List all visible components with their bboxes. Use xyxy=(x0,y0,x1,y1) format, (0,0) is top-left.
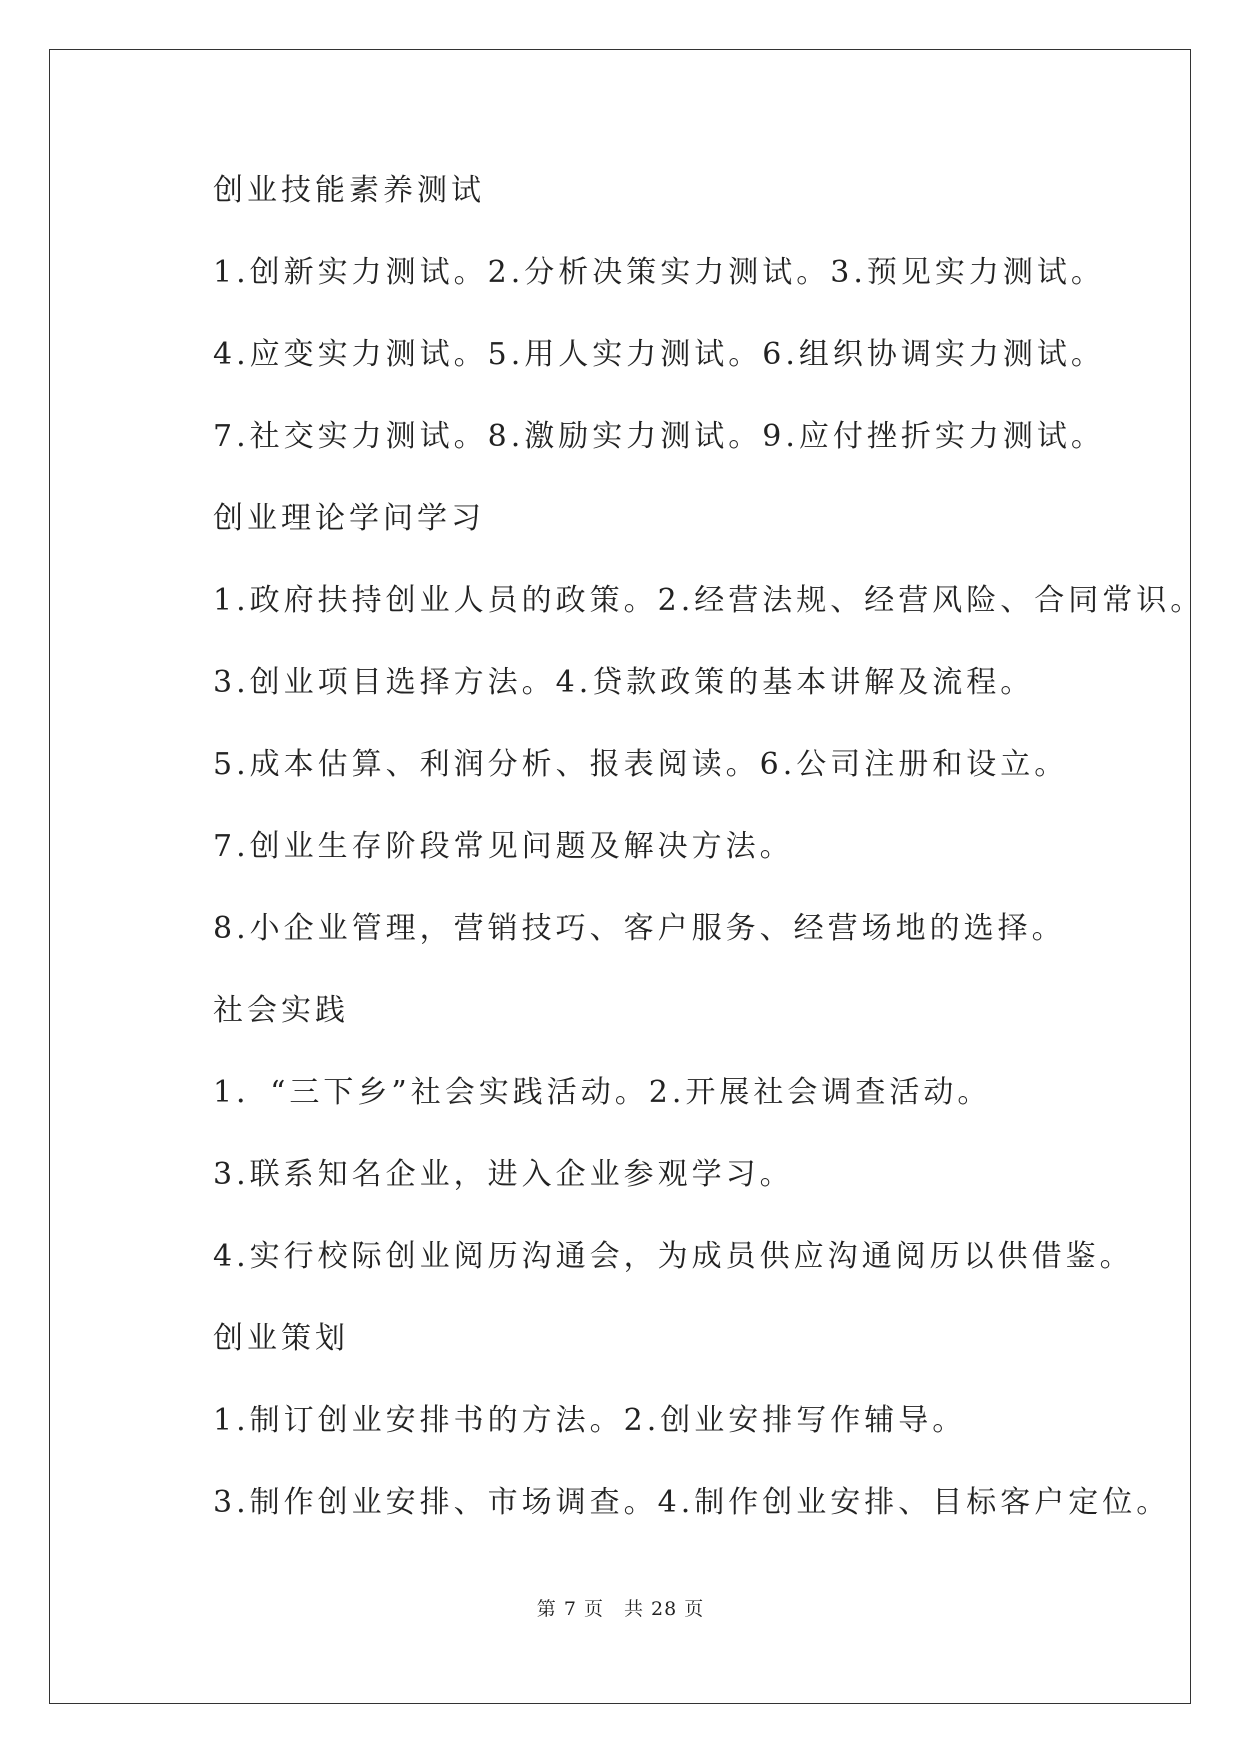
section-heading-social-practice: 社会实践 xyxy=(213,993,349,1028)
text-line: 7.社交实力测试。8.激励实力测试。9.应付挫折实力测试。 xyxy=(213,419,1105,454)
text-line: 1．“三下乡”社会实践活动。2.开展社会调查活动。 xyxy=(213,1075,992,1110)
section-heading-business-planning: 创业策划 xyxy=(213,1321,349,1356)
text-line: 3.联系知名企业，进入企业参观学习。 xyxy=(213,1157,794,1192)
text-line: 1.政府扶持创业人员的政策。2.经营法规、经营风险、合同常识。 xyxy=(213,583,1205,618)
page-number: 第 7 页 共 28 页 xyxy=(536,1598,705,1620)
text-line: 1.创新实力测试。2.分析决策实力测试。3.预见实力测试。 xyxy=(213,255,1105,290)
section-heading-theory-study: 创业理论学问学习 xyxy=(213,501,485,536)
section-heading-skills-test: 创业技能素养测试 xyxy=(213,173,485,208)
text-line: 8.小企业管理，营销技巧、客户服务、经营场地的选择。 xyxy=(213,911,1066,946)
text-line: 4.应变实力测试。5.用人实力测试。6.组织协调实力测试。 xyxy=(213,337,1105,372)
text-line: 3.创业项目选择方法。4.贷款政策的基本讲解及流程。 xyxy=(213,665,1035,700)
text-line: 3.制作创业安排、市场调查。4.制作创业安排、目标客户定位。 xyxy=(213,1485,1171,1520)
text-line: 4.实行校际创业阅历沟通会，为成员供应沟通阅历以供借鉴。 xyxy=(213,1239,1134,1274)
text-line: 1.制订创业安排书的方法。2.创业安排写作辅导。 xyxy=(213,1403,967,1438)
text-line: 7.创业生存阶段常见问题及解决方法。 xyxy=(213,829,794,864)
document-body xyxy=(213,165,1205,1559)
text-line: 5.成本估算、利润分析、报表阅读。6.公司注册和设立。 xyxy=(213,747,1069,782)
